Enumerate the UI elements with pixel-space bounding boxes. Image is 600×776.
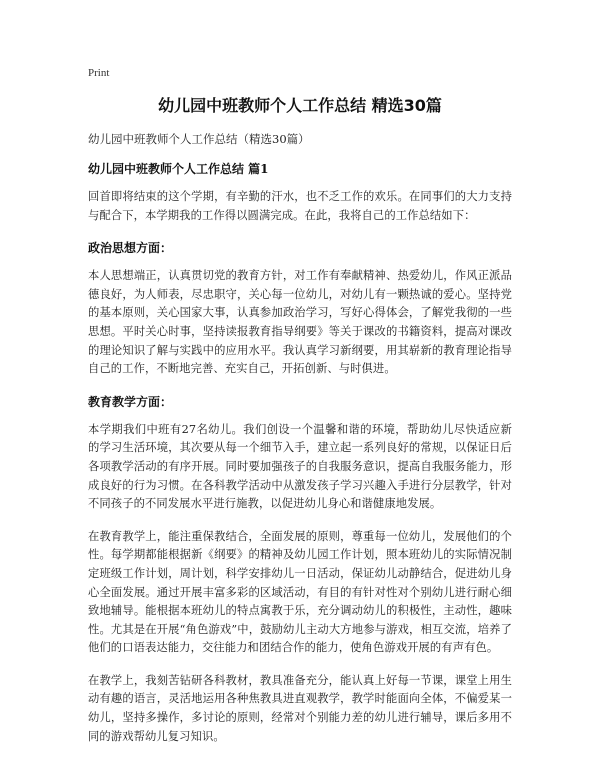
intro-paragraph: 回首即将结束的这个学期，有辛勤的汗水，也不乏工作的欢乐。在同事们的大力支持与配合下，本学期我的工作得以圆满完成。在此，我将自己的工作总结如下： bbox=[88, 190, 512, 222]
article-heading: 幼儿园中班教师个人工作总结 篇1 bbox=[88, 162, 269, 176]
page-title: 幼儿园中班教师个人工作总结 精选30篇 bbox=[158, 96, 442, 115]
teaching-paragraph-2: 在教育教学上，能注重保教结合，全面发展的原则，尊重每一位幼儿，发展他们的个性。每学期都能根据新《纲要》的精神及幼儿园工作计划，照本班幼儿的实际情况制定班级工作计划，周计划，科学安排幼儿一日活动，保证幼儿动静结合，促进幼儿身心全面发展。通过开展丰富多彩的区域活动，有目的有针对性对个别幼儿进行耐心细致地辅导。能根据本班幼儿的特点寓教于乐，充分调动幼儿的积极性，主动性，趣味性。尤其是在开展“角色游戏”中，鼓励幼儿主动大方地参与游戏，相互交流，培养了他们的口语表达能力，交往能力和团结合作的能力，使角色游戏开展的有声有色。 bbox=[88, 529, 512, 655]
political-paragraph: 本人思想端正，认真贯切党的教育方针，对工作有奉献精神、热爱幼儿，作风正派品德良好，为人师表，尽忠职守，关心每一位幼儿，对幼儿有一颗热诚的爱心。坚持党的基本原则，关心国家大事，认真参加政治学习，写好心得体会，了解党我彻的一些思想。平时关心时事，坚持读报教育指导纲要》等关于课改的书籍资料，提高对课改的理论知识了解与实践中的应用水平。我认真学习新纲要，用其崭新的教育理论指导自己的工作，不断地完善、充实自己，开拓创新、与时俱进。 bbox=[88, 269, 512, 376]
teaching-section-heading: 教育教学方面： bbox=[88, 394, 173, 409]
document-page bbox=[88, 66, 512, 760]
print-label[interactable]: Print bbox=[88, 67, 110, 79]
teaching-paragraph-1: 本学期我们中班有27名幼儿。我们创设一个温馨和谐的环境，帮助幼儿尽快适应新的学习生活环境，其次要从每一个细节入手，建立起一系列良好的常规，以保证日后各项教学活动的有序开展。同时要加强孩子的自我服务意识，提高自我服务能力，形成良好的行为习惯。在各科教学活动中从激发孩子学习兴趣入手进行分层教学，针对不同孩子的不同发展水平进行施教，以促进幼儿身心和谐健康地发展。 bbox=[88, 422, 512, 511]
political-section-heading: 政治思想方面： bbox=[88, 241, 173, 256]
teaching-paragraph-3: 在教学上，我刻苦钻研各科教材，教具准备充分，能认真上好每一节课，课堂上用生动有趣的语言，灵活地运用各种焦教具进直观教学，教学时能面向全体，不偏爱某一幼儿，坚持多操作，多讨论的原则，经常对个别能力差的幼儿进行辅导，课后多用不同的游戏帮幼儿复习知识。 bbox=[88, 673, 512, 743]
document-subtitle: 幼儿园中班教师个人工作总结（精选30篇） bbox=[88, 132, 310, 146]
